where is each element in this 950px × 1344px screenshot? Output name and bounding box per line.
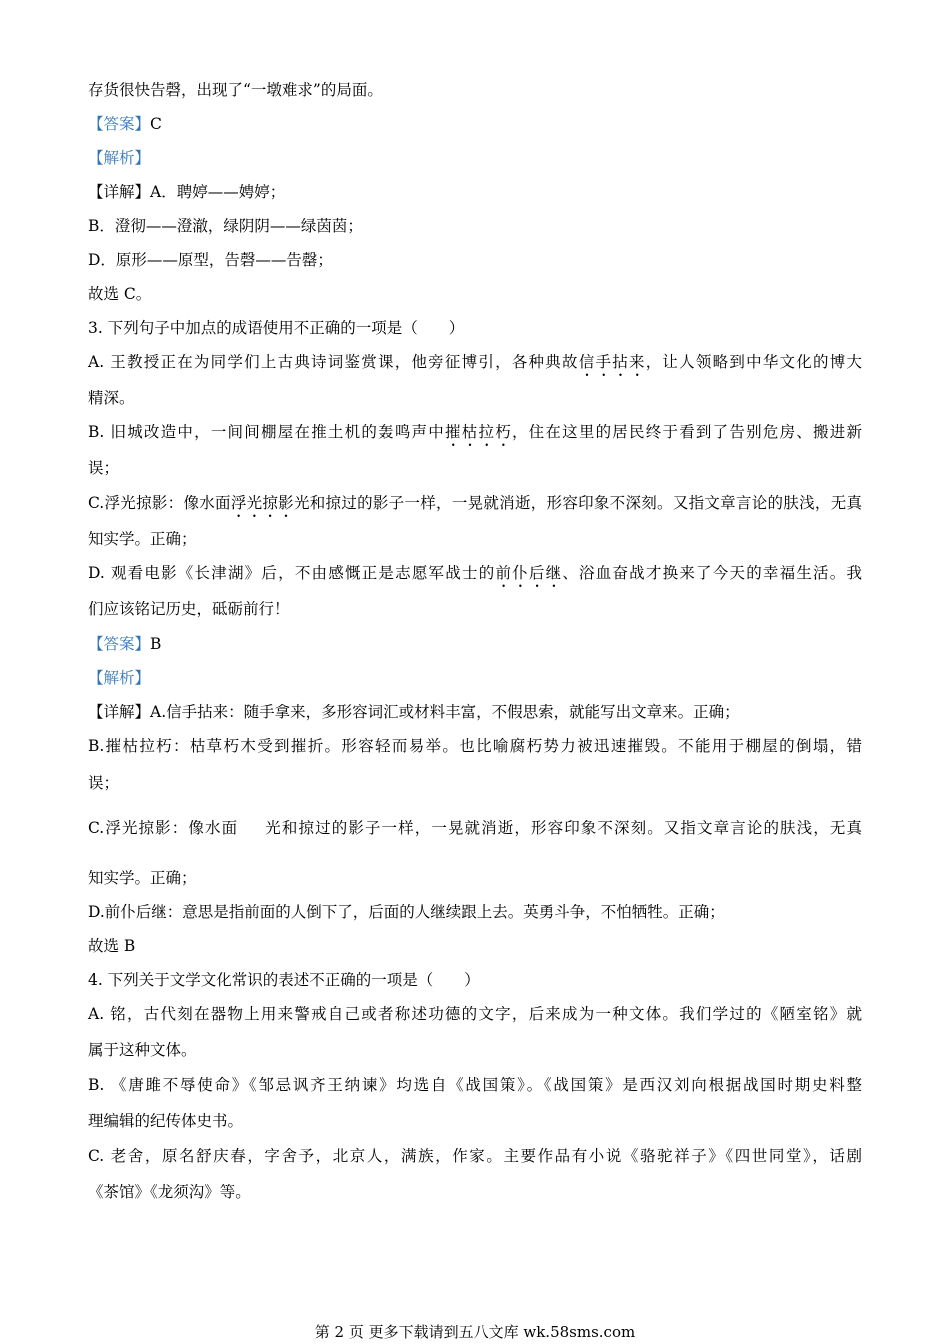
answer-value: B [150, 635, 162, 653]
q2-answer [88, 113, 862, 135]
q3-option-c-cont: 知实学。正确； [88, 530, 197, 548]
dotted-idiom: 信手拈来 [578, 353, 646, 371]
q3-stem: 3. 下列句子中加点的成语使用不正确的一项是（ ） [88, 319, 465, 337]
q4-option-a: A. 铭，古代刻在器物上用来警戒自己或者称述功德的文字，后来成为一种文体。我们学过的《陋室铭》就 [88, 1005, 862, 1023]
q3-detail-c-cont: 知实学。正确； [88, 869, 197, 887]
q3-detail-b-cont: 误； [88, 774, 120, 792]
q3-option-a-cont: 精深。 [88, 389, 135, 407]
q4-option-b: B. 《唐雎不辱使命》《邹忌讽齐王纳谏》均选自《战国策》。《战国策》是西汉刘向根据战国时期史料整 [88, 1076, 862, 1094]
q3-detail-a: 【详解】A.信手拈来：随手拿来，多形容词汇或材料丰富，不假思索，就能写出文章来。正确； [88, 703, 740, 721]
q3-answer [88, 633, 862, 655]
q4-option-c: C. 老舍，原名舒庆春，字舍予，北京人，满族，作家。主要作品有小说《骆驼祥子》《四世同堂》，话剧 [88, 1147, 862, 1165]
q3-option-d: D. 观看电影《长津湖》后，不由感慨正是志愿军战士的前仆后继、浴血奋战才换来了今天的幸福生活。我 [88, 564, 862, 582]
q3-option-c: C.浮光掠影：像水面浮光掠影光和掠过的影子一样，一晃就消逝，形容印象不深刻。又指文章言论的肤浅，无真 [88, 494, 862, 512]
q3-option-a: A. 王教授正在为同学们上古典诗词鉴赏课，他旁征博引，各种典故信手拈来，让人领略到中华文化的博大 [88, 353, 862, 371]
q2-analysis-tag: 【解析】 [88, 149, 151, 167]
dotted-idiom: 浮光掠影 [230, 494, 294, 512]
paragraph-continuation: 存货很快告磬，出现了“一墩难求”的局面。 [88, 81, 383, 99]
dotted-idiom: 摧枯拉朽 [445, 423, 512, 441]
q3-detail-b: B.摧枯拉朽：枯草朽木受到摧折。形容轻而易举。也比喻腐朽势力被迅速摧毁。不能用于棚屋的倒塌，错 [88, 737, 862, 755]
q4-option-b-cont: 理编辑的纪传体史书。 [88, 1112, 244, 1130]
q3-analysis-tag: 【解析】 [88, 669, 151, 687]
q3-detail-c: C.浮光掠影：像水面 光和掠过的影子一样，一晃就消逝，形容印象不深刻。又指文章言论的肤浅，无真 [88, 819, 862, 837]
q4-stem: 4. 下列关于文学文化常识的表述不正确的一项是（ ） [88, 971, 480, 989]
answer-value: C [150, 115, 162, 133]
dotted-idiom: 前仆后继 [495, 564, 563, 582]
answer-tag: 【答案】 [88, 635, 151, 653]
q3-conclusion: 故选 B [88, 937, 136, 955]
q3-option-b: B. 旧城改造中，一间间棚屋在推土机的轰鸣声中摧枯拉朽，住在这里的居民终于看到了告别危房、搬进新 [88, 423, 862, 441]
q4-option-c-cont: 《茶馆》《龙须沟》等。 [88, 1183, 251, 1201]
q4-option-a-cont: 属于这种文体。 [88, 1041, 197, 1059]
q3-option-d-cont: 们应该铭记历史，砥砺前行！ [88, 600, 290, 618]
q2-detail-d: D．原形——原型，告磬——告罄； [88, 251, 333, 269]
q3-detail-d: D.前仆后继：意思是指前面的人倒下了，后面的人继续跟上去。英勇斗争，不怕牺牲。正确； [88, 903, 725, 921]
q2-conclusion: 故选 C。 [88, 285, 152, 303]
q2-detail-b: B．澄彻——澄澈，绿阴阴——绿茵茵； [88, 217, 363, 235]
page-footer: 第 2 页 更多下载请到五八文库 wk.58sms.com [314, 1323, 636, 1341]
answer-tag: 【答案】 [88, 115, 151, 133]
q2-detail-a: 【详解】A．聘婷——娉婷； [88, 183, 286, 201]
q3-option-b-cont: 误； [88, 459, 120, 477]
